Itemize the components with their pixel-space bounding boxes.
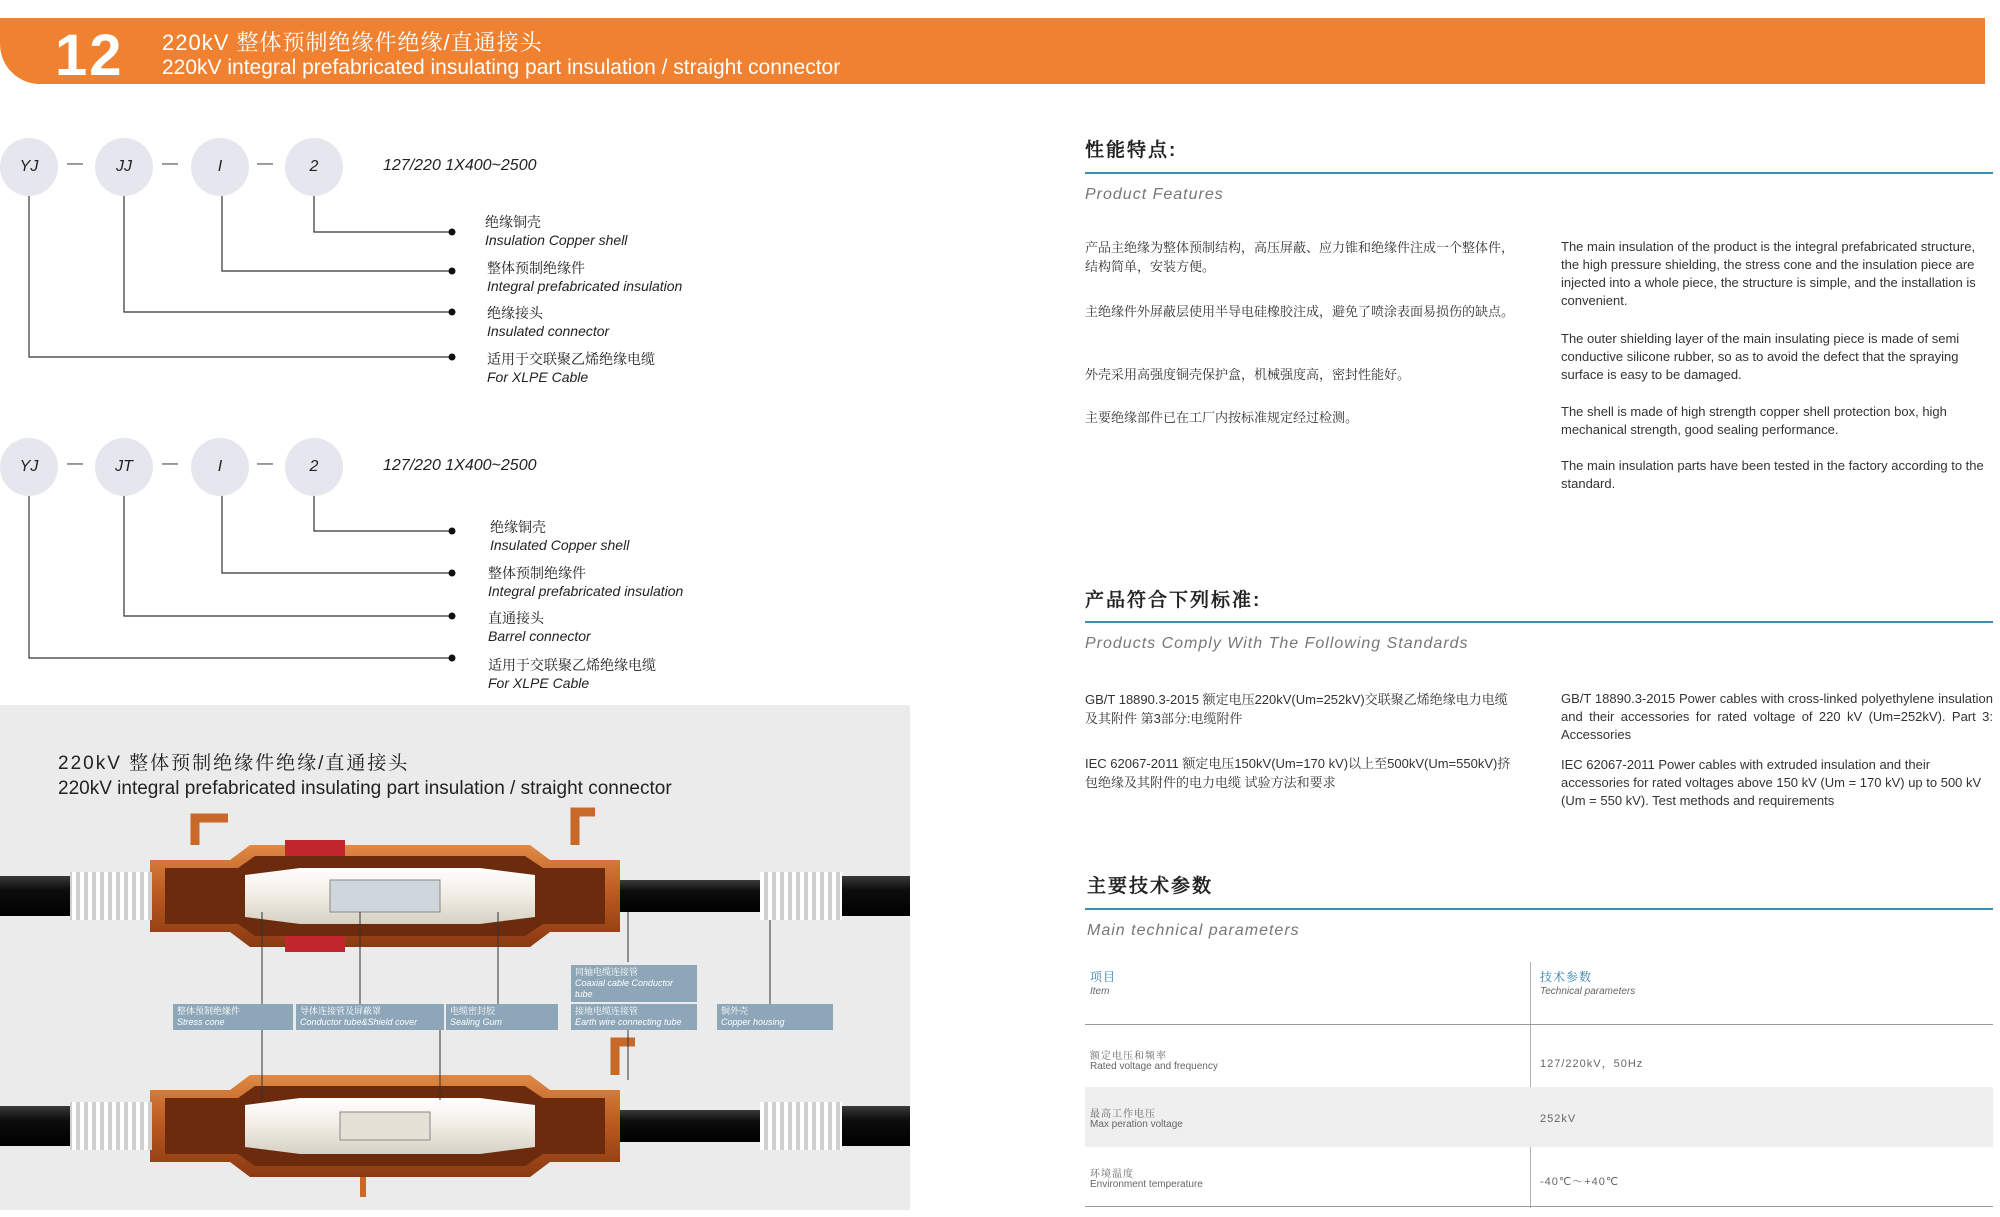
feature-en-4: The main insulation parts have been tested in the factory according to the standard. <box>1561 458 1984 491</box>
standard-cn-2: IEC 62067-2011 额定电压150kV(Um=170 kV)以上至500kV(Um=550kV)挤包绝缘及其附件的电力电缆 试验方法和要求 <box>1085 756 1511 790</box>
code-dash: — <box>162 455 178 472</box>
features-title-en: Product Features <box>1085 186 1224 203</box>
model-spec: 127/220 1X400~2500 <box>383 457 537 474</box>
feature-en-3: The shell is made of high strength copper shell protection box, high mechanical strength, good sealing performance. <box>1561 404 1947 437</box>
params-table: 项目 Item 技术参数 Technical parameters 额定电压和频率 Rated voltage and frequency 127/220kV，50Hz 最高工作电压 Max peration voltage 252kV 环境温度 Environment temperature -40℃～+40℃ <box>1085 962 1993 1208</box>
page-number: 12 <box>55 23 124 88</box>
joint-illustration <box>0 700 910 1210</box>
code-dash: — <box>257 455 273 472</box>
table-head-value-cn: 技术参数 <box>1540 970 1593 984</box>
diagram-title-cn: 220kV 整体预制绝缘件绝缘/直通接头 <box>58 753 410 774</box>
code-circle: I <box>191 138 249 196</box>
callout-sealing-gum: 电缆密封胶 Sealing Gum <box>446 1004 558 1030</box>
upper-joint <box>0 812 910 952</box>
tree-label: 整体预制绝缘件 Integral prefabricated insulation <box>487 260 683 294</box>
code-dash: — <box>257 155 273 172</box>
code-circle: JJ <box>95 138 153 196</box>
feature-cn-1: 产品主绝缘为整体预制结构，高压屏蔽、应力锥和绝缘件注成一个整体件，结构简单，安装方便。 <box>1085 240 1515 274</box>
code-circle: YJ <box>0 438 58 496</box>
tree-label: 适用于交联聚乙烯绝缘电缆 For XLPE Cable <box>487 351 655 385</box>
diagram-title-en: 220kV integral prefabricated insulating part insulation / straight connector <box>58 778 672 799</box>
table-row-shade <box>1085 1087 1993 1147</box>
standards-rule <box>1085 621 1993 623</box>
code-circle: I <box>191 438 249 496</box>
table-bottom-rule <box>1085 1206 1993 1207</box>
callout-conductor-tube: 导体连接管及屏蔽罩 Conductor tube&Shield cover <box>296 1004 444 1030</box>
code-circle: JT <box>95 438 153 496</box>
callout-earth-wire-tube: 接地电缆连接管 Earth wire connecting tube <box>571 1004 697 1030</box>
features-title-cn: 性能特点: <box>1085 140 1178 161</box>
callout-coaxial-tube: 同轴电缆连接管 Coaxial cable Conductor tube <box>571 965 697 1002</box>
callout-copper-housing: 铜外壳 Copper housing <box>717 1004 833 1030</box>
standard-en-1: GB/T 18890.3-2015 Power cables with cross-linked polyethylene insulation and their accessories for rated voltage of 220 kV (Um=252kV). Part 3: Accessories <box>1561 691 1993 742</box>
standard-en-2: IEC 62067-2011 Power cables with extruded insulation and their accessories for rated voltages above 150 kV (Um = 170 kV) up to 500 kV (Um = 550 kV). Test methods and requirements <box>1561 757 1982 808</box>
features-rule <box>1085 172 1993 174</box>
lower-joint <box>0 1042 910 1197</box>
standards-title-cn: 产品符合下列标准: <box>1085 590 1262 611</box>
params-title-cn: 主要技术参数 <box>1087 876 1214 897</box>
tree-label: 适用于交联聚乙烯绝缘电缆 For XLPE Cable <box>488 657 656 691</box>
standards-title-en: Products Comply With The Following Standards <box>1085 635 1469 652</box>
code-circle: 2 <box>285 438 343 496</box>
page-title-cn: 220kV 整体预制绝缘件绝缘/直通接头 <box>162 30 543 55</box>
tree-label: 绝缘铜壳 Insulation Copper shell <box>485 214 628 248</box>
table-divider <box>1530 962 1531 1208</box>
tree-label: 绝缘接头 Insulated connector <box>487 305 610 339</box>
tree-label: 直通接头 Barrel connector <box>488 610 591 644</box>
table-header-rule <box>1085 1024 1993 1025</box>
table-head-item-en: Item <box>1090 986 1110 997</box>
page-title-en: 220kV integral prefabricated insulating part insulation / straight connector <box>162 56 841 79</box>
feature-en-1: The main insulation of the product is the integral prefabricated structure, the high pressure shielding, the stress cone and the insulation piece are injected into a whole piece, the structure is simple, and the installation is convenient. <box>1561 239 1976 308</box>
params-title-en: Main technical parameters <box>1087 922 1300 939</box>
tree-label: 整体预制绝缘件 Integral prefabricated insulation <box>488 565 684 599</box>
feature-en-2: The outer shielding layer of the main insulating piece is made of semi conductive silicone rubber, so as to avoid the defect that the spraying surface is easy to be damaged. <box>1561 331 1960 382</box>
model-tree-lines-2 <box>0 0 470 700</box>
code-dash: — <box>162 155 178 172</box>
standard-cn-1: GB/T 18890.3-2015 额定电压220kV(Um=252kV)交联聚乙烯绝缘电力电缆及其附件 第3部分:电缆附件 <box>1085 692 1508 726</box>
callout-stress-cone: 整体预制绝缘件 Stress cone <box>173 1004 293 1030</box>
feature-cn-3: 外壳采用高强度铜壳保护盒，机械强度高，密封性能好。 <box>1085 367 1411 382</box>
code-dash: — <box>67 155 83 172</box>
model-spec: 127/220 1X400~2500 <box>383 157 537 174</box>
table-head-item-cn: 项目 <box>1090 970 1117 984</box>
params-rule <box>1085 908 1993 910</box>
tree-label: 绝缘铜壳 Insulated Copper shell <box>490 519 630 553</box>
code-circle: 2 <box>285 138 343 196</box>
feature-cn-2: 主绝缘件外屏蔽层使用半导电硅橡胶注成，避免了喷涂表面易损伤的缺点。 <box>1085 304 1515 319</box>
table-head-value-en: Technical parameters <box>1540 986 1636 997</box>
code-dash: — <box>67 455 83 472</box>
feature-cn-4: 主要绝缘部件已在工厂内按标准规定经过检测。 <box>1085 410 1359 425</box>
code-circle: YJ <box>0 138 58 196</box>
